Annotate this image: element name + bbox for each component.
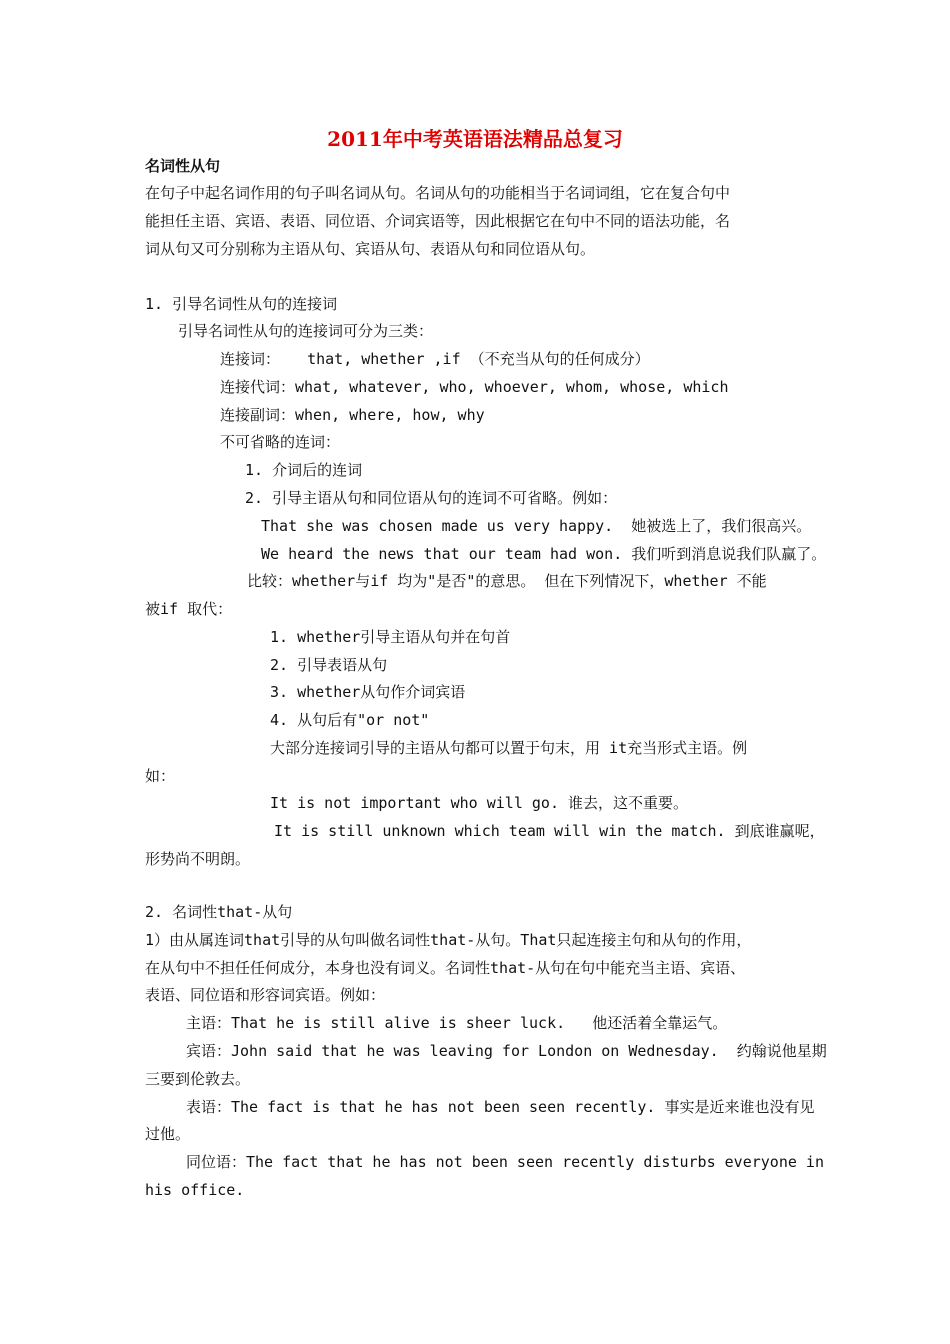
list-item: 1. whether引导主语从句并在句首 xyxy=(270,628,511,646)
paragraph-line: 在从句中不担任任何成分，本身也没有词义。名词性that-从句在句中能充当主语、宾语、 xyxy=(145,959,746,977)
section-title: 2. 名词性that-从句 xyxy=(145,903,293,921)
list-item: 连接词： that, whether ,if （不充当从句的任何成分） xyxy=(220,350,650,368)
list-item: 连接代词：what, whatever, who, whoever, whom, whose, which xyxy=(220,378,729,396)
list-item: 1. 介词后的连词 xyxy=(245,461,363,479)
example-sentence: 表语：The fact is that he has not been seen recently. 事实是近来谁也没有见 xyxy=(186,1098,815,1116)
example-sentence: 宾语：John said that he was leaving for London on Wednesday. 约翰说他星期 xyxy=(186,1042,827,1060)
paragraph-line: 被if 取代： xyxy=(145,600,233,618)
list-item: 2. 引导表语从句 xyxy=(270,656,388,674)
document-title: 2011年中考英语语法精品总复习 xyxy=(327,127,623,151)
list-item: 3. whether从句作介词宾语 xyxy=(270,683,466,701)
paragraph-line: 形势尚不明朗。 xyxy=(145,850,251,868)
list-item: 2. 引导主语从句和同位语从句的连词不可省略。例如： xyxy=(245,489,618,507)
paragraph-line: 大部分连接词引导的主语从句都可以置于句末，用 it充当形式主语。例 xyxy=(270,739,748,757)
list-item: 不可省略的连词： xyxy=(220,433,341,451)
paragraph-line: 1）由从属连词that引导的从句叫做名词性that-从句。That只起连接主句和从句的作用， xyxy=(145,931,752,949)
paragraph-line: 三要到伦敦去。 xyxy=(145,1070,251,1088)
example-sentence: We heard the news that our team had won. 我们听到消息说我们队赢了。 xyxy=(261,545,827,563)
section-title: 1. 引导名词性从句的连接词 xyxy=(145,295,338,313)
example-sentence: It is not important who will go. 谁去，这不重要。 xyxy=(270,794,689,812)
list-item: 连接副词：when, where, how, why xyxy=(220,406,485,424)
example-sentence: That she was chosen made us very happy. 她被选上了，我们很高兴。 xyxy=(261,517,812,535)
example-sentence: 同位语：The fact that he has not been seen recently disturbs everyone in xyxy=(186,1153,824,1171)
paragraph-line: 过他。 xyxy=(145,1125,191,1143)
section-heading: 名词性从句 xyxy=(145,157,221,175)
list-item: 4. 从句后有"or not" xyxy=(270,711,430,729)
paragraph-line: 能担任主语、宾语、表语、同位语、介词宾语等，因此根据它在句中不同的语法功能，名 xyxy=(145,212,731,230)
example-sentence: It is still unknown which team will win the match. 到底谁赢呢， xyxy=(274,822,825,840)
example-sentence: 主语：That he is still alive is sheer luck. 他还活着全靠运气。 xyxy=(186,1014,728,1032)
paragraph-line: 引导名词性从句的连接词可分为三类： xyxy=(178,322,434,340)
paragraph-line: 表语、同位语和形容词宾语。例如： xyxy=(145,986,386,1004)
paragraph-line: his office. xyxy=(145,1181,245,1199)
paragraph-line: 在句子中起名词作用的句子叫名词从句。名词从句的功能相当于名词词组，它在复合句中 xyxy=(145,184,731,202)
paragraph-line: 如： xyxy=(145,767,176,785)
paragraph-line: 比较：whether与if 均为"是否"的意思。 但在下列情况下，whether 不能 xyxy=(247,572,767,590)
paragraph-line: 词从句又可分别称为主语从句、宾语从句、表语从句和同位语从句。 xyxy=(145,240,596,258)
